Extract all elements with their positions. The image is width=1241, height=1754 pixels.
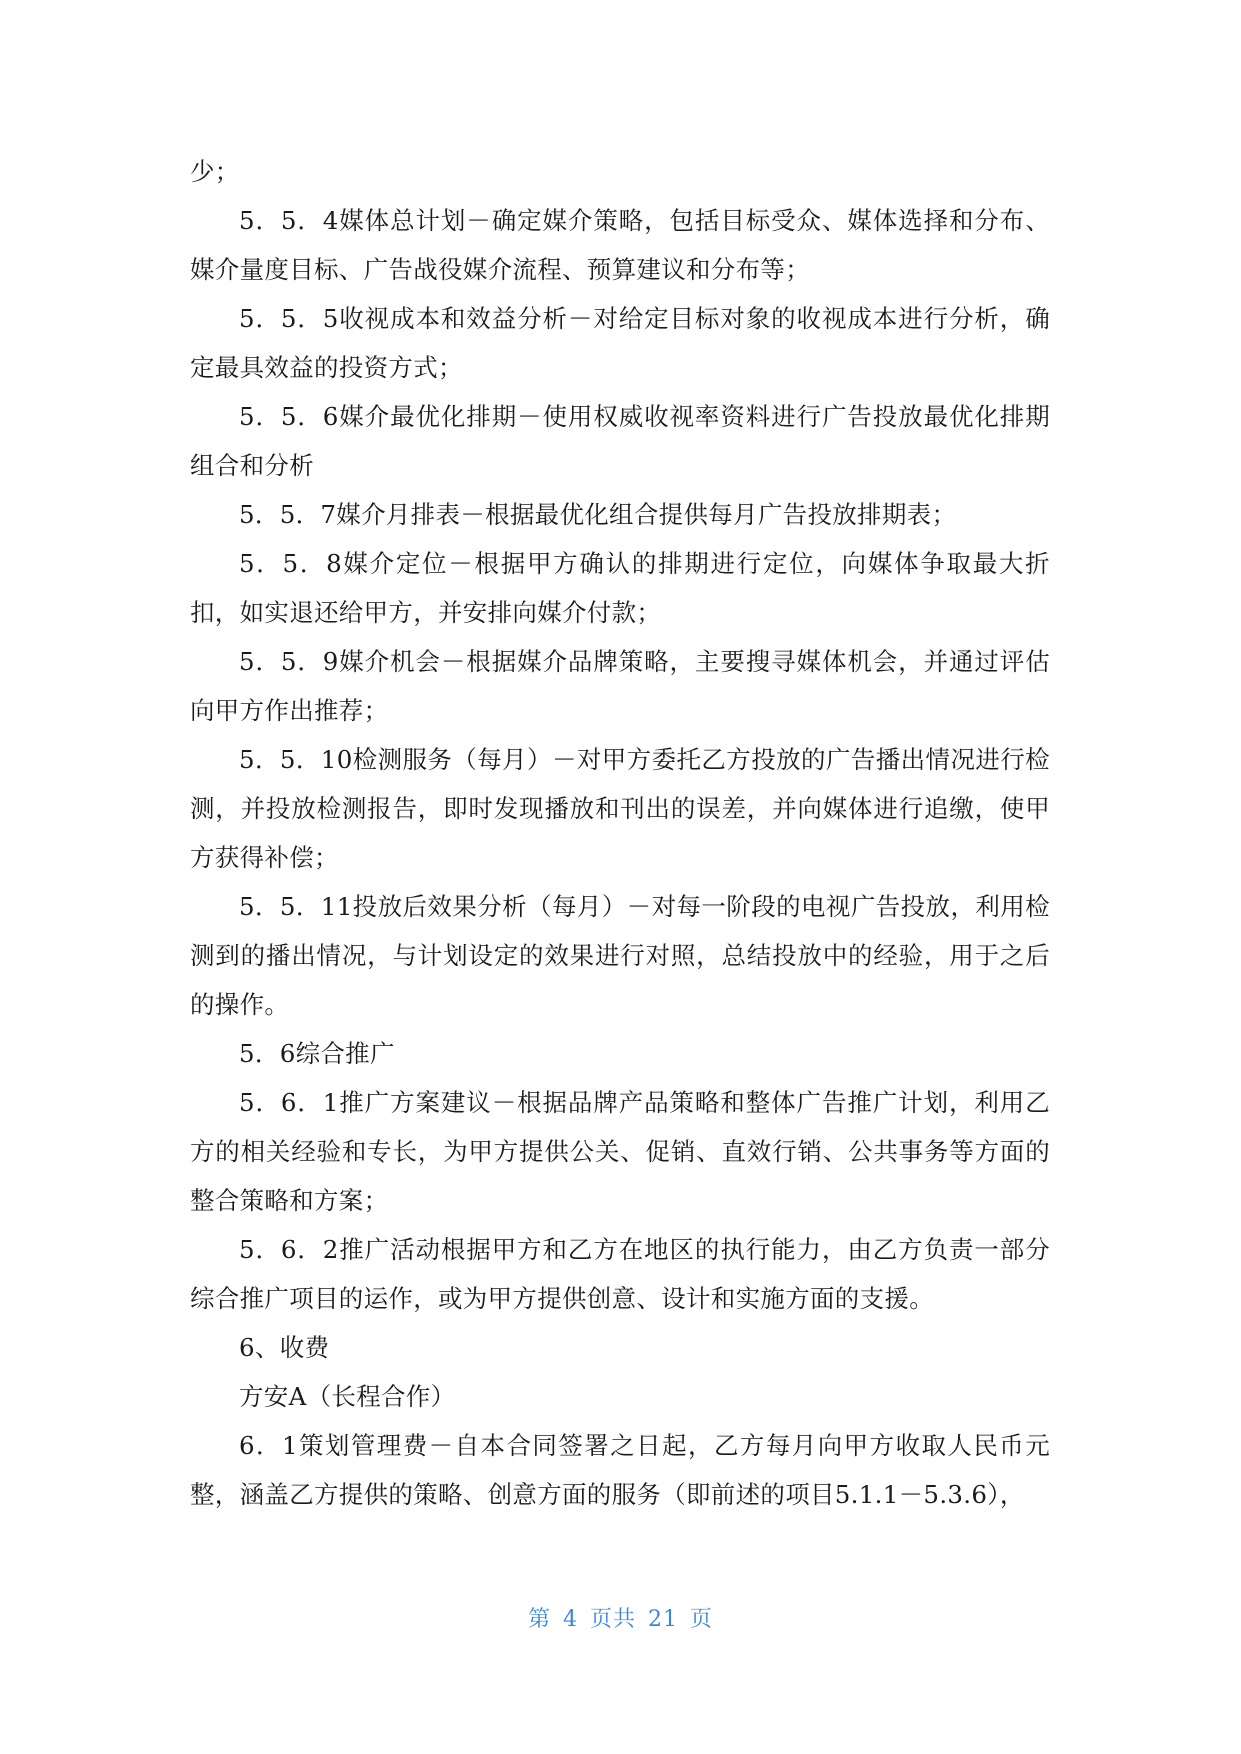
document-body	[190, 147, 1050, 1519]
page-footer	[0, 1602, 1241, 1633]
total-pages-number: 21	[648, 1607, 678, 1632]
subsection-heading: 方安A（长程合作）	[239, 1382, 456, 1411]
paragraph: 5．5．7媒介月排表－根据最优化组合提供每月广告投放排期表；	[239, 500, 957, 529]
current-page-number: 4	[562, 1607, 578, 1632]
footer-mid: 页共	[589, 1607, 636, 1632]
paragraph: 5．5．9媒介机会－根据媒介品牌策略，主要搜寻媒体机会，并通过评估向甲方作出推荐；	[190, 647, 1050, 725]
paragraph: 6．1策划管理费－自本合同签署之日起，乙方每月向甲方收取人民币元整，涵盖乙方提供的策略、创意方面的服务（即前述的项目5.1.1－5.3.6），	[190, 1431, 1050, 1509]
paragraph: 5．5．10检测服务（每月）－对甲方委托乙方投放的广告播出情况进行检测，并投放检测报告，即时发现播放和刊出的误差，并向媒体进行追缴，使甲方获得补偿；	[190, 745, 1050, 872]
paragraph: 5．6．2推广活动根据甲方和乙方在地区的执行能力，由乙方负责一部分综合推广项目的运作，或为甲方提供创意、设计和实施方面的支援。	[190, 1235, 1050, 1313]
section-heading: 6、收费	[239, 1333, 330, 1362]
paragraph: 少；	[190, 157, 240, 186]
paragraph: 5．5．4媒体总计划－确定媒介策略，包括目标受众、媒体选择和分布、媒介量度目标、广告战役媒介流程、预算建议和分布等；	[190, 206, 1050, 284]
paragraph: 5．6．1推广方案建议－根据品牌产品策略和整体广告推广计划，利用乙方的相关经验和专长，为甲方提供公关、促销、直效行销、公共事务等方面的整合策略和方案；	[190, 1088, 1050, 1215]
paragraph: 5．5．6媒介最优化排期－使用权威收视率资料进行广告投放最优化排期组合和分析	[190, 402, 1050, 480]
footer-prefix: 第	[527, 1607, 551, 1632]
section-heading: 5．6综合推广	[239, 1039, 395, 1068]
paragraph: 5．5．11投放后效果分析（每月）－对每一阶段的电视广告投放，利用检测到的播出情况，与计划设定的效果进行对照，总结投放中的经验，用于之后的操作。	[190, 892, 1050, 1019]
paragraph: 5．5．5收视成本和效益分析－对给定目标对象的收视成本进行分析，确定最具效益的投资方式；	[190, 304, 1050, 382]
paragraph: 5．5．8媒介定位－根据甲方确认的排期进行定位，向媒体争取最大折扣，如实退还给甲方，并安排向媒介付款；	[190, 549, 1050, 627]
footer-suffix: 页	[690, 1607, 714, 1632]
